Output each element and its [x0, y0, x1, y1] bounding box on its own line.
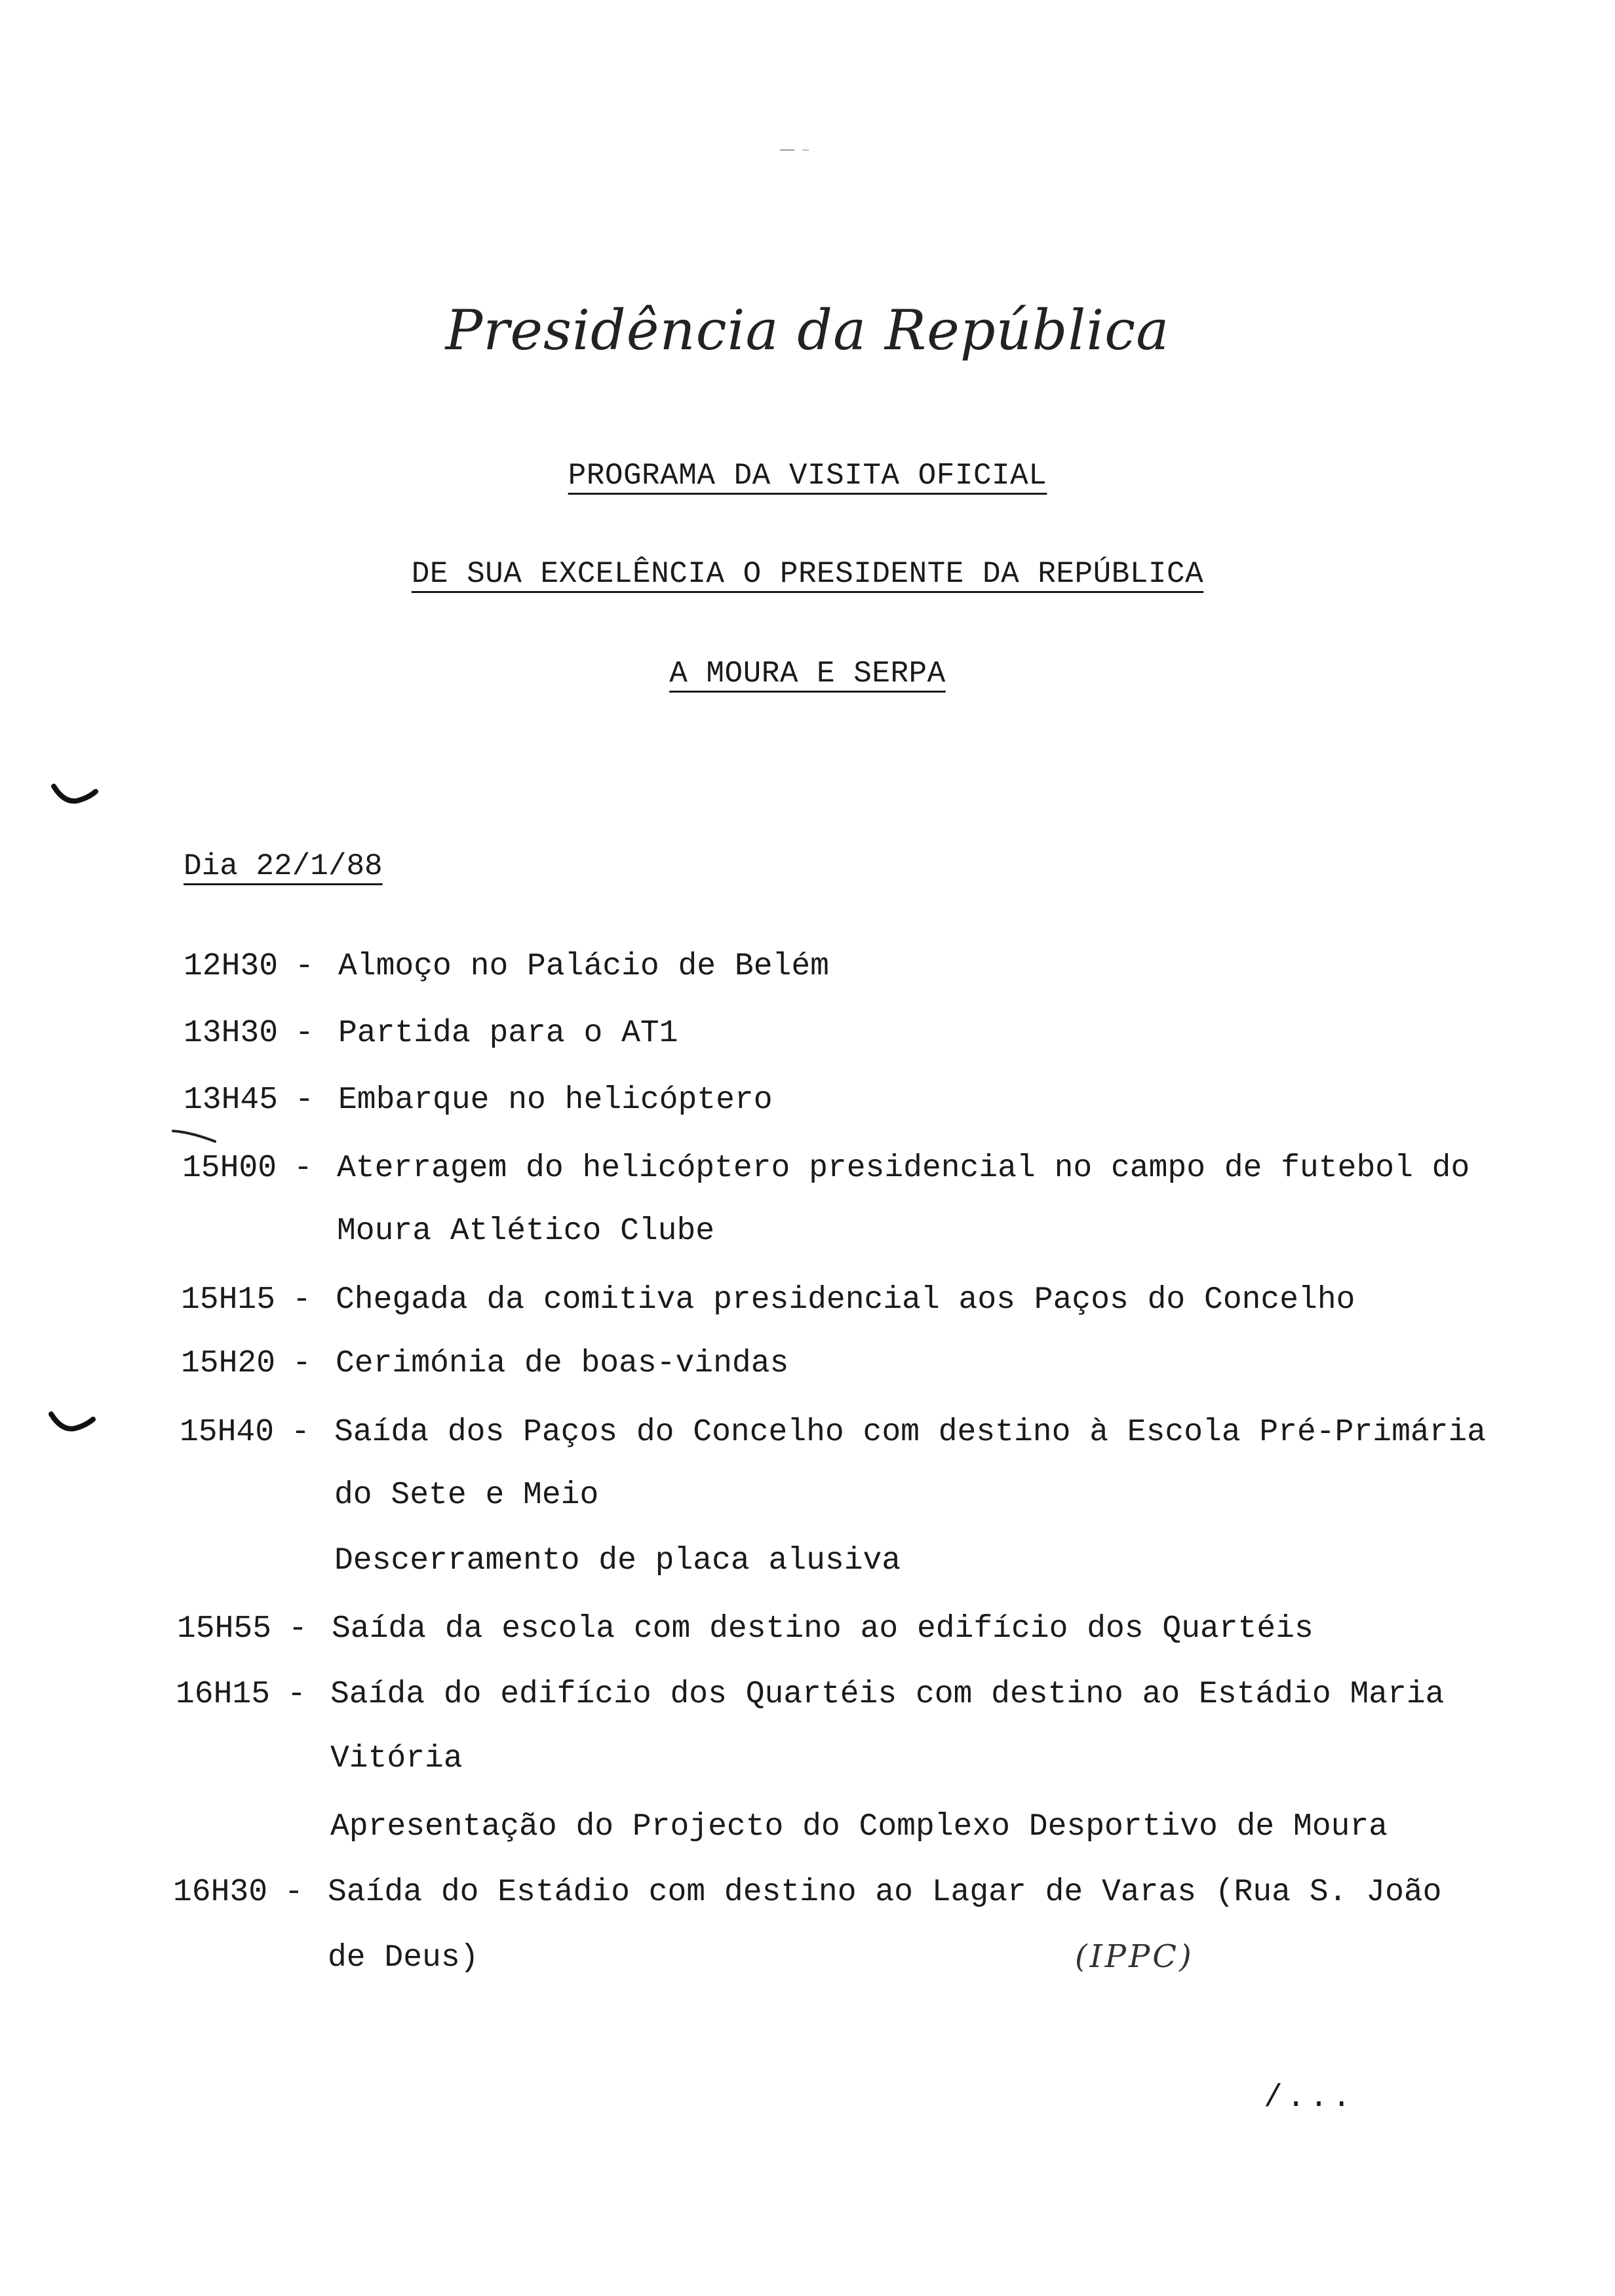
check-mark-icon — [51, 781, 98, 811]
entry-continuation: Vitória — [330, 1741, 463, 1776]
entry-time: 12H30 — [184, 949, 279, 984]
entry-continuation: Moura Atlético Clube — [337, 1214, 715, 1249]
entry-text: Almoço no Palácio de Belém — [338, 949, 829, 984]
handwritten-tick-icon — [172, 1127, 218, 1147]
title-line-3-text: A MOURA E SERPA — [669, 657, 946, 691]
check-mark-icon — [49, 1409, 96, 1438]
entry-dash: - — [291, 1415, 310, 1450]
entry-text: Embarque no helicóptero — [338, 1082, 773, 1118]
entry-text: Saída do edifício dos Quartéis com destino ao Estádio Maria — [330, 1677, 1445, 1712]
entry-text: Chegada da comitiva presidencial aos Paços do Concelho — [336, 1282, 1355, 1318]
entry-dash: - — [294, 1151, 313, 1186]
entry-text: Aterragem do helicóptero presidencial no campo de futebol do — [337, 1151, 1470, 1186]
entry-text: Partida para o AT1 — [338, 1016, 678, 1051]
entry-dash: - — [295, 1082, 314, 1118]
day-heading: Dia 22/1/88 — [184, 849, 383, 883]
entry-text: Saída dos Paços do Concelho com destino à Escola Pré-Primária — [334, 1415, 1487, 1450]
title-line-3 — [0, 657, 1615, 691]
handwritten-note: (IPPC) — [1075, 1938, 1194, 1975]
page-continuation: /... — [1264, 2080, 1355, 2116]
entry-time: 16H30 — [173, 1875, 268, 1910]
entry-time: 15H00 — [182, 1151, 277, 1186]
entry-time: 15H55 — [177, 1611, 272, 1647]
title-line-2 — [0, 557, 1615, 591]
entry-dash: - — [295, 949, 314, 984]
entry-time: 15H40 — [180, 1415, 275, 1450]
entry-continuation: de Deus) — [328, 1940, 479, 1976]
entry-dash: - — [288, 1611, 307, 1647]
entry-time: 13H45 — [184, 1082, 279, 1118]
entry-dash: - — [287, 1677, 306, 1712]
entry-dash: - — [292, 1346, 311, 1381]
entry-text: Saída do Estádio com destino ao Lagar de Varas (Rua S. João — [328, 1875, 1442, 1910]
entry-continuation: do Sete e Meio — [334, 1478, 599, 1513]
title-line-1-text: PROGRAMA DA VISITA OFICIAL — [568, 459, 1047, 493]
entry-text: Saída da escola com destino ao edifício dos Quartéis — [332, 1611, 1313, 1647]
entry-continuation: Apresentação do Projecto do Complexo Desportivo de Moura — [330, 1809, 1388, 1845]
entry-dash: - — [284, 1875, 303, 1910]
entry-dash: - — [295, 1016, 314, 1051]
entry-time: 15H20 — [181, 1346, 276, 1381]
entry-time: 13H30 — [184, 1016, 279, 1051]
entry-time: 16H15 — [176, 1677, 271, 1712]
entry-continuation: Descerramento de placa alusiva — [334, 1543, 901, 1578]
letterhead: Presidência da República — [445, 298, 1170, 362]
entry-time: 15H15 — [181, 1282, 276, 1318]
entry-text: Cerimónia de boas-vindas — [336, 1346, 789, 1381]
title-line-1 — [0, 459, 1615, 493]
scan-specks — [780, 143, 819, 145]
title-line-2-text: DE SUA EXCELÊNCIA O PRESIDENTE DA REPÚBLICA — [411, 557, 1204, 591]
entry-dash: - — [292, 1282, 311, 1318]
